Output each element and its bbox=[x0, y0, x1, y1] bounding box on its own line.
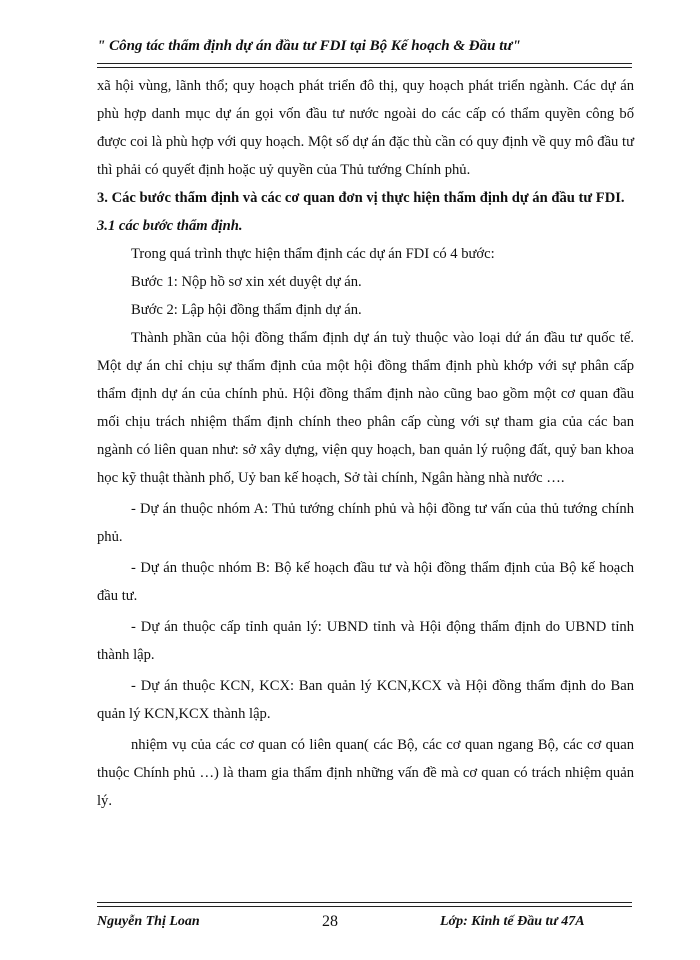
page-number: 28 bbox=[322, 913, 338, 930]
footer-rule-thin bbox=[97, 902, 632, 903]
list-item-group-b: - Dự án thuộc nhóm B: Bộ kế hoạch đầu tư và hội đồng thẩm định của Bộ kế hoạch đầu tư. bbox=[97, 560, 634, 604]
footer-rule bbox=[97, 906, 632, 907]
paragraph-steps-intro: Trong quá trình thực hiện thẩm định các dự án FDI có 4 bước: bbox=[131, 246, 495, 262]
header-rule bbox=[97, 63, 632, 64]
list-item-province: - Dự án thuộc cấp tỉnh quản lý: UBND tỉnh và Hội động thẩm định do UBND tỉnh thành lập. bbox=[97, 619, 634, 663]
paragraph-council-composition: Thành phần của hội đồng thẩm định dự án tuỳ thuộc vào loại dứ án đầu tư quốc tế. Một dự án chỉ chịu sự thẩm định của một hội đồng thẩm định phù khớp với sự phân cấp thẩm định dự án của chính phủ. Hội đồng thẩm định nào cũng bao gồm một cơ quan đầu mối chịu trách nhiệm thẩm định chính theo phân cấp cùng với sự tham gia của các ban ngành có liên quan như: sở xây dựng, viện quy hoạch, ban quản lý ruộng đất, quỷ ban khoa học kỹ thuật thành phố, Uỷ ban kế hoạch, Sở tài chính, Ngân hàng nhà nước …. bbox=[97, 330, 634, 486]
paragraph-planning: xã hội vùng, lãnh thổ; quy hoạch phát triển đô thị, quy hoạch phát triển ngành. Các dự án phù hợp danh mục dự án gọi vốn đầu tư nước ngoài do các cấp có thẩm quyền công bố được coi là phù hợp với quy hoạch. Một số dự án đặc thù cần có quy định về quy mô đầu tư thì phải có quyết định hoặc uỷ quyền của Thủ tướng Chính phủ. bbox=[97, 78, 634, 178]
header-rule-thin bbox=[97, 67, 632, 68]
paragraph-step-1: Bước 1: Nộp hồ sơ xin xét duyệt dự án. bbox=[131, 274, 362, 290]
document-body bbox=[97, 72, 634, 815]
subsection-heading-3-1: 3.1 các bước thẩm định. bbox=[97, 218, 243, 234]
paragraph-step-2: Bước 2: Lập hội đồng thẩm định dự án. bbox=[131, 302, 362, 318]
paragraph-agency-duties: nhiệm vụ của các cơ quan có liên quan( các Bộ, các cơ quan ngang Bộ, các cơ quan thuộc Chính phủ …) là tham gia thẩm định những vấn đề mà cơ quan có trách nhiệm quản lý. bbox=[97, 737, 634, 809]
footer-class: Lớp: Kinh tế Đầu tư 47A bbox=[440, 914, 585, 929]
list-item-group-a: - Dự án thuộc nhóm A: Thủ tướng chính phủ và hội đồng tư vấn của thủ tướng chính phủ. bbox=[97, 501, 634, 545]
list-item-kcn-kcx: - Dự án thuộc KCN, KCX: Ban quản lý KCN,KCX và Hội đồng thẩm định do Ban quản lý KCN,KCX thành lập. bbox=[97, 678, 634, 722]
section-heading-3: 3. Các bước thẩm định và các cơ quan đơn vị thực hiện thẩm định dự án đầu tư FDI. bbox=[97, 190, 625, 206]
header-title: " Công tác thẩm định dự án đầu tư FDI tại Bộ Kế hoạch & Đầu tư" bbox=[97, 38, 521, 54]
footer-author: Nguyễn Thị Loan bbox=[97, 914, 200, 929]
